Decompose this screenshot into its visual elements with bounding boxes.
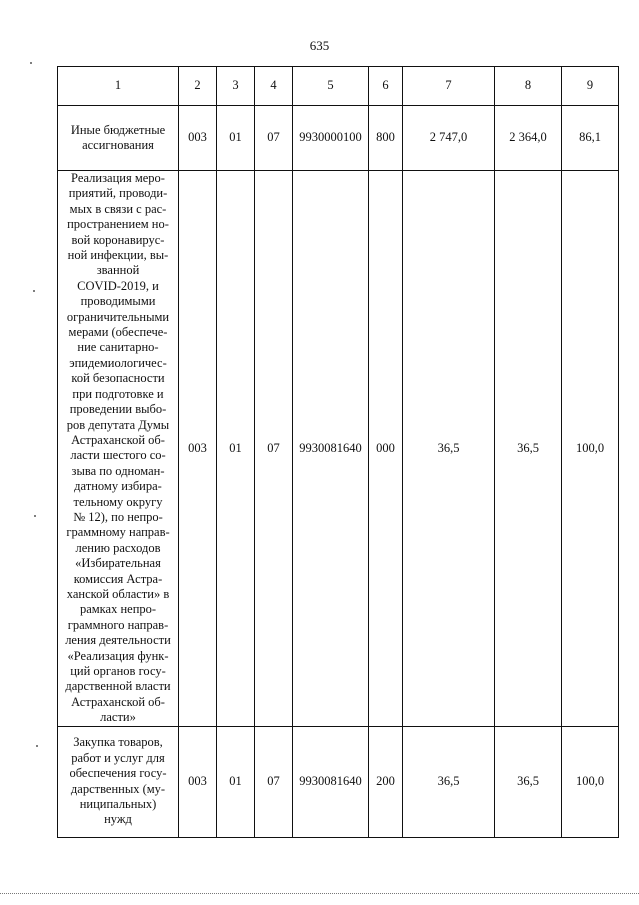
row-code: 003 xyxy=(179,106,217,171)
column-header-9: 9 xyxy=(562,67,619,106)
row-section: 01 xyxy=(217,106,255,171)
table-row xyxy=(58,726,619,837)
column-header-4: 4 xyxy=(255,67,293,106)
row-section: 01 xyxy=(217,726,255,837)
page-number: 635 xyxy=(309,38,330,53)
row-type: 000 xyxy=(369,171,403,727)
row-section: 01 xyxy=(217,171,255,727)
scan-edge-line xyxy=(0,893,639,895)
column-header-3: 3 xyxy=(217,67,255,106)
row-name: Закупка товаров, работ и услуг для обеспечения госу- дарственных (му- ниципальных) нужд xyxy=(69,735,167,827)
column-header-8: 8 xyxy=(495,67,562,106)
row-col8: 36,5 xyxy=(495,171,562,727)
row-code: 003 xyxy=(179,171,217,727)
row-col9: 100,0 xyxy=(562,726,619,837)
row-target: 9930081640 xyxy=(293,171,369,727)
row-col8: 2 364,0 xyxy=(495,106,562,171)
row-target: 9930081640 xyxy=(293,726,369,837)
row-col7: 2 747,0 xyxy=(403,106,495,171)
column-header-6: 6 xyxy=(369,67,403,106)
row-name-cell xyxy=(58,171,179,727)
row-type: 200 xyxy=(369,726,403,837)
column-header-1: 1 xyxy=(58,67,179,106)
row-target: 9930000100 xyxy=(293,106,369,171)
row-type: 800 xyxy=(369,106,403,171)
row-name: Реализация меро- приятий, проводи- мых в связи с рас- пространением но- вой коронавирус- ной инфекции, вы- званной COVID-2019, и проводимыми ограничительными мерами (обеспече- ние санитарно- эпидемиологичес- кой безопасности при подготовке и проведении выбо- ров депутата Думы Астраханской об- ласти шестого со- зыва по одноман- датному избира- тельному округу № 12), по непро- граммному направ- лению расходов «Избирательная комиссия Астра- ханской области» в рамках непро- граммного направ- ления деятельности «Реализация функ- ций органов госу- дарственной власти Астраханской об- ласти» xyxy=(65,171,171,725)
budget-table xyxy=(57,66,619,838)
row-subsection: 07 xyxy=(255,106,293,171)
column-header-2: 2 xyxy=(179,67,217,106)
row-name-cell xyxy=(58,726,179,837)
scan-speck xyxy=(36,745,38,747)
column-header-7: 7 xyxy=(403,67,495,106)
row-col9: 100,0 xyxy=(562,171,619,727)
row-col7: 36,5 xyxy=(403,726,495,837)
row-code: 003 xyxy=(179,726,217,837)
row-col9: 86,1 xyxy=(562,106,619,171)
row-subsection: 07 xyxy=(255,726,293,837)
column-header-5: 5 xyxy=(293,67,369,106)
scan-speck xyxy=(34,515,36,517)
table-row xyxy=(58,171,619,727)
row-subsection: 07 xyxy=(255,171,293,727)
row-col8: 36,5 xyxy=(495,726,562,837)
header-row xyxy=(58,67,619,106)
row-name: Иные бюджетные ассигнования xyxy=(70,122,166,152)
scan-speck xyxy=(30,62,32,64)
row-col7: 36,5 xyxy=(403,171,495,727)
scan-speck xyxy=(33,290,35,292)
row-name-cell xyxy=(58,106,179,171)
table-row xyxy=(58,106,619,171)
